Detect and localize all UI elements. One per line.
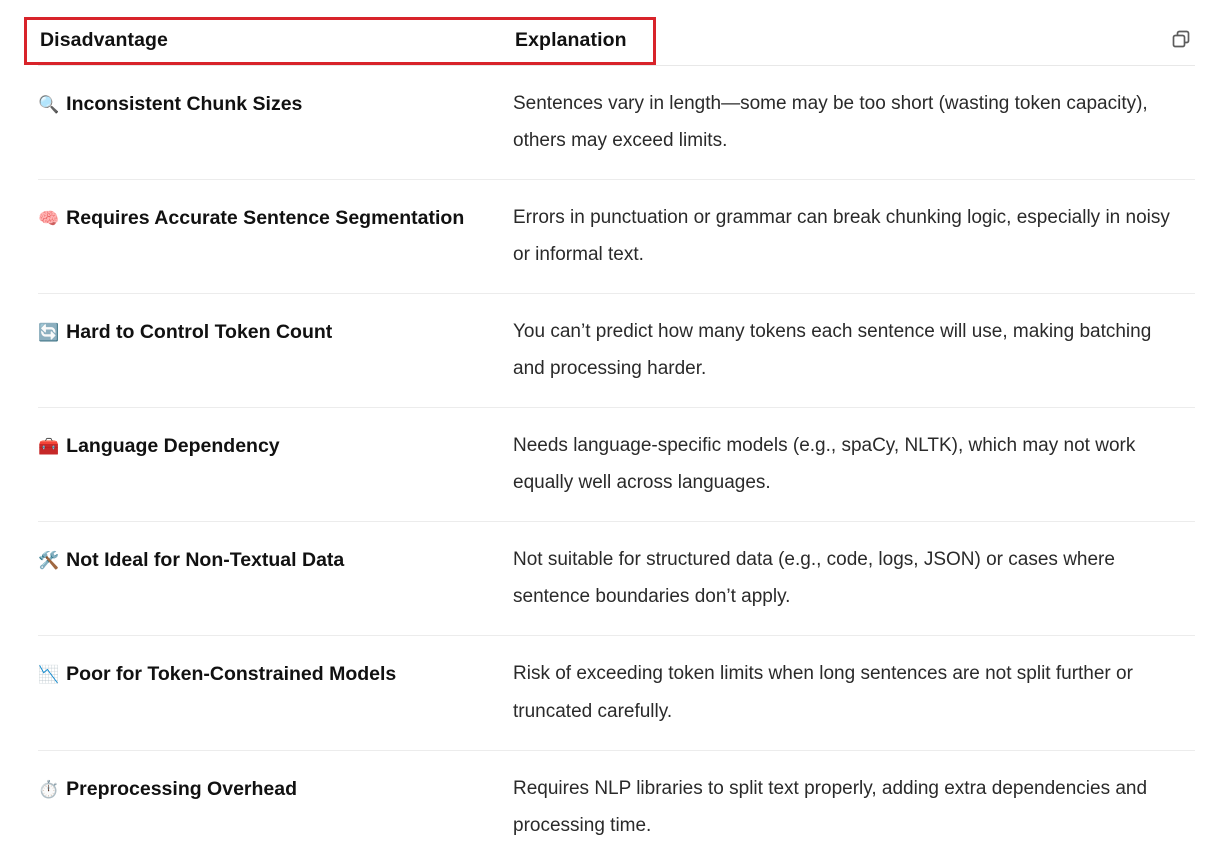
- row-explanation-cell: Needs language-specific models (e.g., spaCy, NLTK), which may not work equally well across languages.: [513, 435, 1136, 494]
- table-row: [38, 636, 1195, 750]
- table-body: [38, 66, 1195, 864]
- row-title-cell: [38, 427, 513, 465]
- hammer-and-wrench-icon: 🛠️: [38, 551, 60, 572]
- chart-decreasing-icon: 📉: [38, 665, 60, 686]
- row-explanation-cell: You can’t predict how many tokens each sentence will use, making batching and processing harder.: [513, 321, 1152, 380]
- row-title-cell: [38, 313, 513, 351]
- row-title-text: Inconsistent Chunk Sizes: [66, 93, 303, 115]
- refresh-arrows-icon: 🔄: [38, 323, 60, 344]
- table-row: [38, 294, 1195, 408]
- row-title-cell: [38, 655, 513, 693]
- row-explanation-cell: Risk of exceeding token limits when long sentences are not split further or truncated carefully.: [513, 663, 1133, 722]
- table-header: [38, 17, 1195, 65]
- table-row: [38, 408, 1195, 522]
- table-row: [38, 66, 1195, 180]
- row-title-text: Hard to Control Token Count: [66, 321, 333, 344]
- column-header-disadvantage: Disadvantage: [40, 29, 168, 52]
- stopwatch-icon: ⏱️: [38, 779, 60, 800]
- row-explanation-cell: Errors in punctuation or grammar can break chunking logic, especially in noisy or informal text.: [513, 207, 1170, 266]
- row-title-cell: [38, 770, 513, 808]
- row-title-text: Language Dependency: [66, 435, 280, 458]
- row-explanation-cell: Requires NLP libraries to split text properly, adding extra dependencies and processing time.: [513, 777, 1148, 836]
- row-title-text: Not Ideal for Non-Textual Data: [66, 549, 345, 572]
- table-row: [38, 751, 1195, 864]
- row-title-text: Requires Accurate Sentence Segmentation: [66, 207, 465, 230]
- row-title-cell: [38, 199, 513, 237]
- table-row: [38, 522, 1195, 636]
- magnifying-glass-icon: 🔍: [38, 95, 60, 115]
- row-title-text: Preprocessing Overhead: [66, 777, 298, 800]
- row-title-cell: [38, 541, 513, 579]
- header-divider: [38, 65, 1195, 66]
- column-header-explanation: Explanation: [515, 29, 627, 52]
- row-explanation-cell: Sentences vary in length—some may be too short (wasting token capacity), others may exceed limits.: [513, 93, 1148, 152]
- row-title-cell: [38, 85, 513, 123]
- row-title-text: Poor for Token-Constrained Models: [66, 663, 397, 686]
- brain-icon: 🧠: [38, 209, 60, 230]
- row-explanation-cell: Not suitable for structured data (e.g., code, logs, JSON) or cases where sentence boundaries don’t apply.: [513, 549, 1115, 608]
- table-row: [38, 180, 1195, 294]
- disadvantages-table: [38, 17, 1195, 864]
- toolbox-icon: 🧰: [38, 437, 60, 458]
